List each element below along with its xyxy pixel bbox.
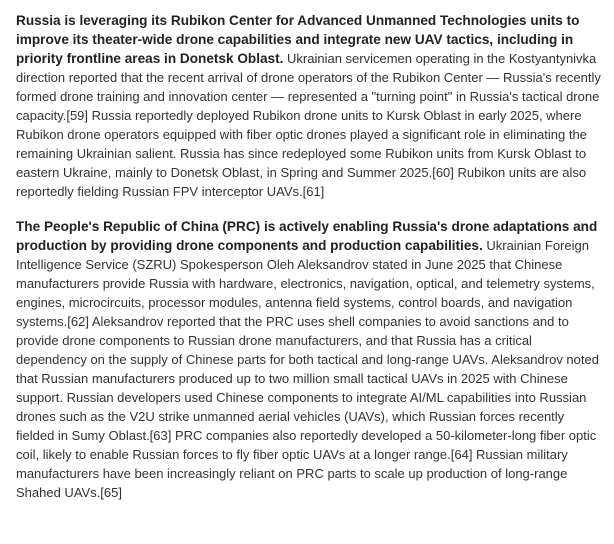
paragraph-lead: The People's Republic of China (PRC) is actively enabling Russia's drone adaptations and production by providing drone components and production capabilities.: [16, 219, 598, 253]
paragraph-prc: [16, 217, 606, 502]
paragraph-rubikon: [16, 11, 606, 201]
paragraph-text: Ukrainian servicemen operating in the Kostyantynivka direction reported that the recent arrival of drone operators of the Rubikon Center — Russia's recently formed drone training and innovation center — represented a "turning point" in Russia's tactical drone capacity.[59] Russia reportedly deployed Rubikon drone units to Kursk Oblast in early 2025, where Rubikon drone operators equipped with fiber optic drones played a significant role in eliminating the remaining Ukrainian salient. Russia has since redeployed some Rubikon units from Kursk Oblast to eastern Ukraine, mainly to Donetsk Oblast, in Spring and Summer 2025.[60] Rubikon units are also reportedly fielding Russian FPV interceptor UAVs.[61]: [16, 51, 601, 199]
paragraph-lead: Russia is leveraging its Rubikon Center for Advanced Unmanned Technologies units to improve its theater-wide drone capabilities and integrate new UAV tactics, including in priority frontline areas in Donetsk Oblast.: [16, 13, 580, 66]
paragraph-text: Ukrainian Foreign Intelligence Service (SZRU) Spokesperson Oleh Aleksandrov stated in June 2025 that Chinese manufacturers provide Russia with hardware, electronics, navigation, optical, and telemetry systems, engines, microcircuits, processor modules, antenna field systems, control boards, and navigation systems.[62] Aleksandrov reported that the PRC uses shell companies to avoid sanctions and to provide drone components to Russian drone manufacturers, and that Russia has a critical dependency on the supply of Chinese parts for both tactical and long-range UAVs. Aleksandrov noted that Russian manufacturers produced up to two million small tactical UAVs in 2025 with Chinese support. Russian developers used Chinese components to integrate AI/ML capabilities into Russian drones such as the V2U strike unmanned aerial vehicles (UAVs), which Russian forces recently fielded in Sumy Oblast.[63] PRC companies also reportedly developed a 50-kilometer-long fiber optic coil, likely to enable Russian forces to fly fiber optic UAVs at a longer range.[64] Russian military manufacturers have been increasingly reliant on PRC parts to scale up production of long-range Shahed UAVs.[65]: [16, 238, 599, 500]
article-body: [16, 11, 606, 518]
